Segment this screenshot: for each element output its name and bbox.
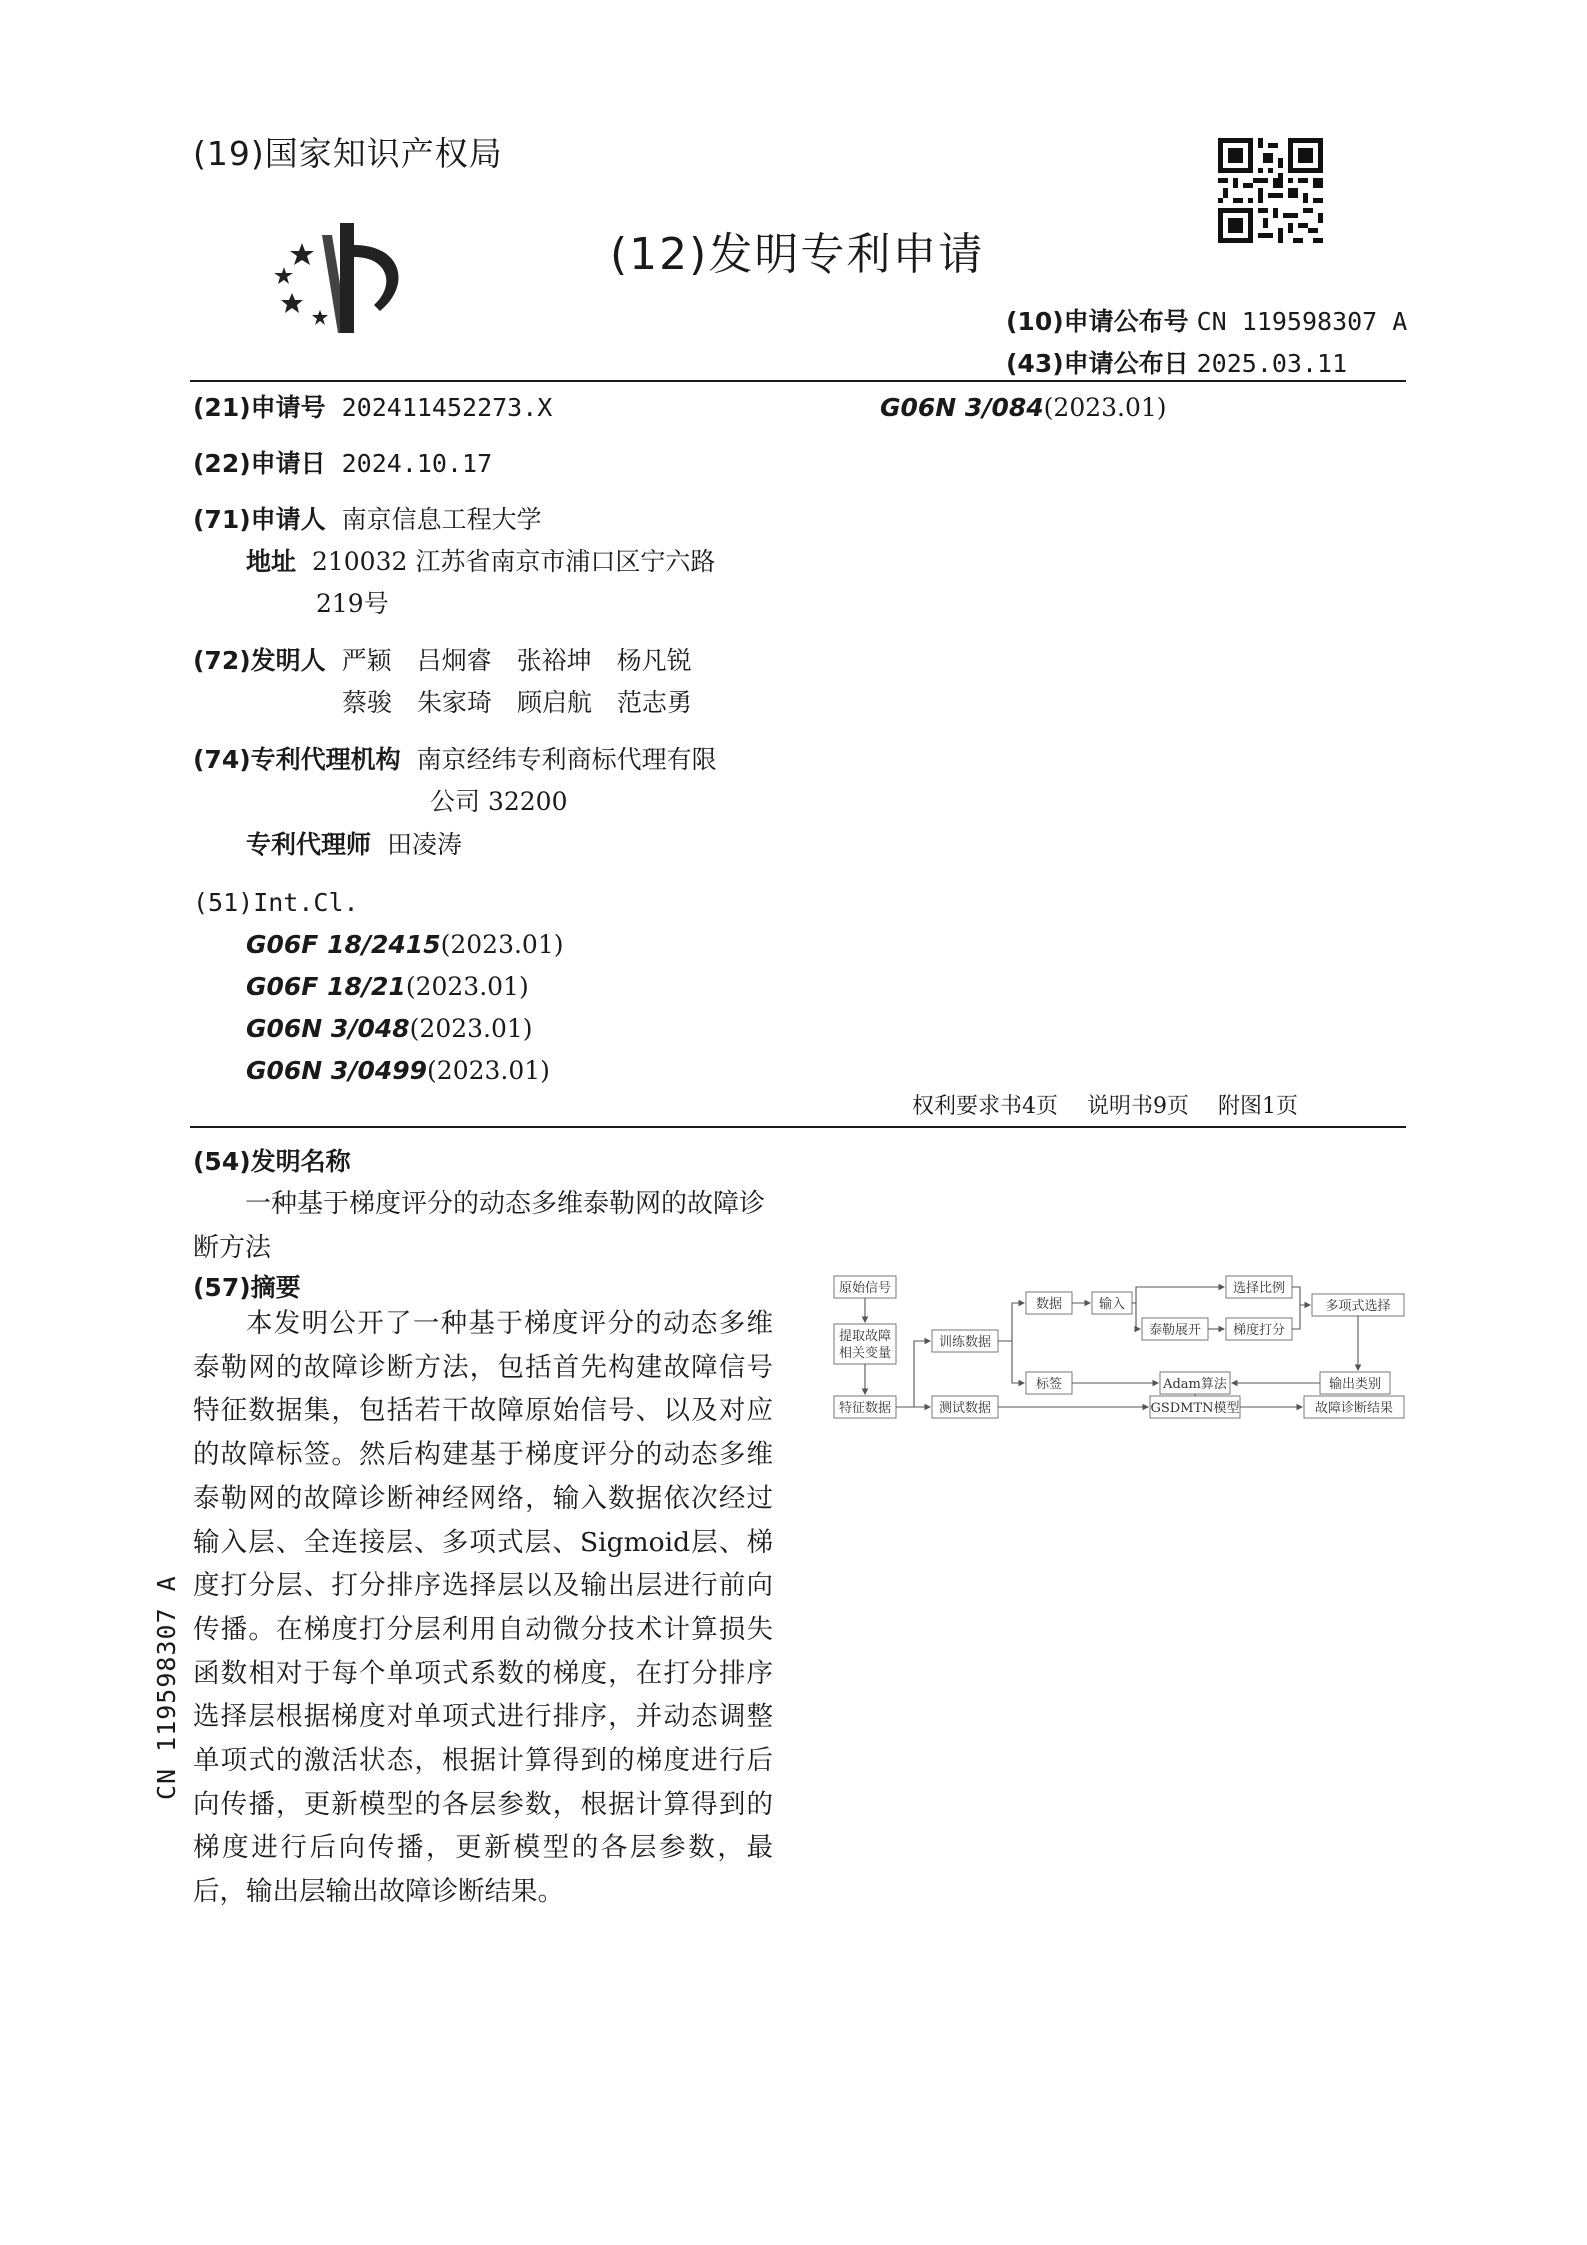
applicant-name: 南京信息工程大学 [341,505,542,534]
claims-pages: 权利要求书4页 [912,1094,1058,1119]
applicant-label: (71)申请人 [193,505,326,534]
applicant-row [193,499,542,541]
fig-result: 故障诊断结果 [1314,1401,1394,1416]
side-publication-number: CN 119598307 A [152,1575,181,1800]
cnipa-logo [262,215,422,345]
qr-code [1218,138,1323,243]
fig-output-class: 输出类别 [1328,1377,1382,1392]
ipc-version: (2023.01) [405,972,529,1001]
address-row [246,541,715,583]
application-number-row [193,387,552,429]
ipc-entry [246,966,529,1008]
description-pages: 说明书9页 [1087,1094,1189,1119]
fig-select-ratio: 选择比例 [1232,1281,1286,1296]
application-date-row [193,443,492,485]
page-counts [912,1089,1320,1120]
abstract-figure [830,1262,1410,1448]
address-line-1: 210032 江苏省南京市浦口区宁六路 [311,547,716,576]
application-date-label: (22)申请日 [193,449,326,478]
publication-date-label: (43)申请公布日 [1006,349,1189,378]
fig-adam: Adam算法 [1163,1377,1227,1392]
document-type: (12)发明专利申请 [610,229,985,280]
ipc-class: G06N 3/048 [246,1014,410,1043]
application-date: 2024.10.17 [341,449,493,478]
inventors-line-2: 蔡骏 朱家琦 顾启航 范志勇 [342,688,693,717]
invention-title: 一种基于梯度评分的动态多维泰勒网的故障诊断方法 [193,1189,766,1263]
publication-number-label: (10)申请公布号 [1006,307,1189,336]
inventors-line-1: 严颖 吕炯睿 张裕坤 杨凡锐 [341,646,692,675]
fig-taylor: 泰勒展开 [1148,1323,1202,1338]
fig-grad-score: 梯度打分 [1232,1323,1286,1338]
agency-line-1: 南京经纬专利商标代理有限 [416,745,717,774]
fig-train-data: 训练数据 [938,1335,992,1350]
agency-line-2: 公司 32200 [430,787,568,816]
fig-extract-2: 相关变量 [838,1346,892,1361]
publication-number-row [1006,302,1407,338]
agent-row [246,824,462,866]
application-number-label: (21)申请号 [193,393,326,422]
ipc-entry [246,1050,550,1092]
agency-label: (74)专利代理机构 [193,745,401,774]
address-line-2: 219号 [316,589,389,618]
abstract-text: 本发明公开了一种基于梯度评分的动态多维泰勒网的故障诊断方法，包括首先构建故障信号特征数据集，包括若干故障原始信号、以及对应的故障标签。然后构建基于梯度评分的动态多维泰勒网的故障诊断神经网络，输入数据依次经过输入层、全连接层、多项式层、Sigmoid层、梯度打分层、打分排序选择层以及输出层进行前向传播。在梯度打分层利用自动微分技术计算损失函数相对于每个单项式系数的梯度，在打分排序选择层根据梯度对单项式进行排序，并动态调整单项式的激活状态，根据计算得到的梯度进行后向传播，更新模型的各层参数，根据计算得到的梯度进行后向传播，更新模型的各层参数，最后，输出层输出故障诊断结果。 [193,1308,773,1908]
address-label: 地址 [246,547,297,576]
fig-label: 标签 [1035,1377,1063,1392]
fig-data: 数据 [1035,1297,1063,1312]
fig-raw-signal: 原始信号 [838,1281,892,1296]
fig-test-data: 测试数据 [938,1401,992,1416]
ipc-version: (2023.01) [409,1014,533,1043]
ipc-entry [246,1008,533,1050]
title-label: (54)发明名称 [193,1147,351,1176]
ipc-class: G06N 3/0499 [246,1056,428,1085]
ipc-class: G06F 18/2415 [246,930,441,959]
ipc-version: (2023.01) [427,1056,550,1085]
inventors-row [193,640,692,682]
ipc-class: G06F 18/21 [246,972,406,1001]
agent-name: 田凌涛 [386,830,462,859]
fig-extract-1: 提取故障 [838,1329,892,1344]
int-cl-label: (51)Int.Cl. [193,888,359,917]
main-ipc-row [880,387,1167,429]
fig-feature-data: 特征数据 [838,1401,892,1416]
publication-number: CN 119598307 A [1196,307,1408,336]
abstract-label: (57)摘要 [193,1273,301,1302]
ipc-entry [246,924,563,966]
agency-row [193,739,717,781]
fig-input: 输入 [1098,1297,1126,1312]
agent-label: 专利代理师 [246,830,372,859]
drawings-pages: 附图1页 [1218,1094,1298,1119]
publication-date: 2025.03.11 [1196,349,1348,378]
fields-divider [190,1126,1406,1128]
ipc-version: (2023.01) [440,930,564,959]
header-divider [190,380,1406,382]
inventors-label: (72)发明人 [193,646,326,675]
application-number: 202411452273.X [341,393,553,422]
main-ipc-class: G06N 3/084 [880,393,1044,422]
publication-date-row [1006,344,1347,380]
office-name: (19)国家知识产权局 [193,134,503,173]
fig-model: GSDMTN模型 [1150,1401,1240,1416]
main-ipc-version: (2023.01) [1043,393,1167,422]
fig-poly-select: 多项式选择 [1325,1299,1391,1314]
